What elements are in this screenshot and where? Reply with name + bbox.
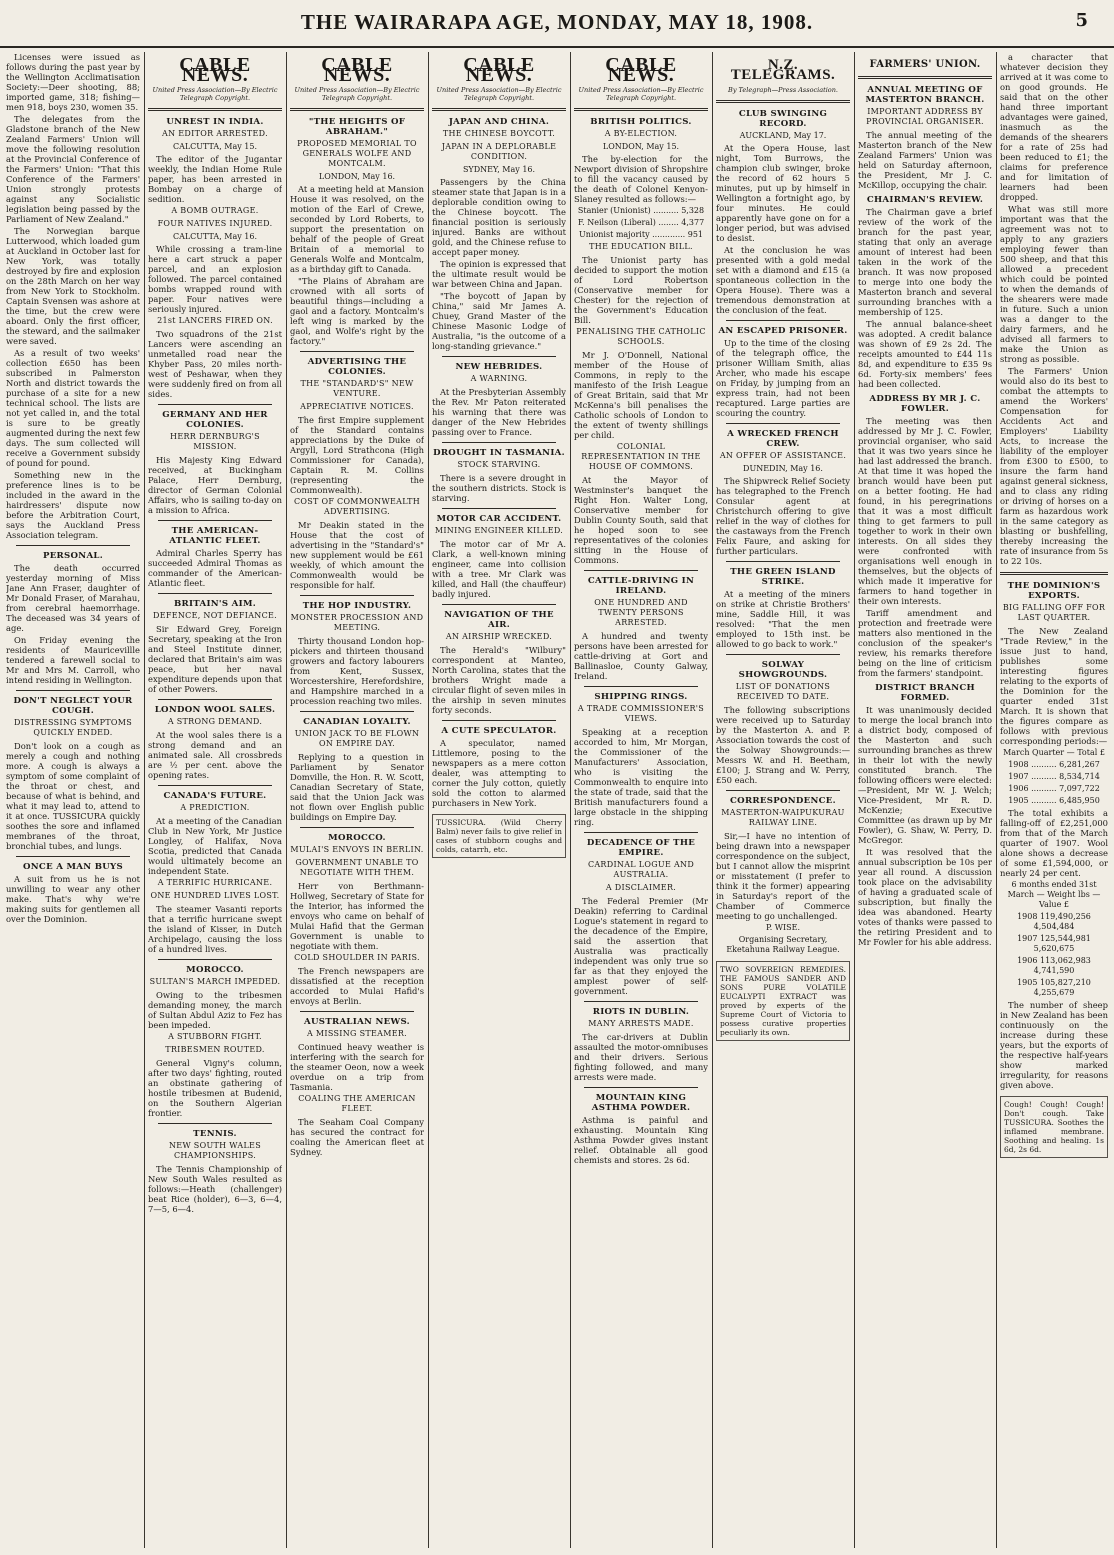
paragraph: The opinion is expressed that the ultimate result would be war between China and Japan. <box>432 259 566 289</box>
subheading: A BY-ELECTION. <box>604 129 678 138</box>
paragraph: Tariff amendment and protection and freetrade were matters also mentioned in the conclusion of the speaker's review, his remarks therefore being on the line of criticism from the farmers' standpoint. <box>858 608 992 678</box>
paragraph: The car-drivers at Dublin assaulted the motor-omnibuses and their drivers. Serious fighting followed, and many arrests were made. <box>574 1032 708 1082</box>
column-rule <box>570 52 571 1548</box>
advertisement: Cough! Cough! Cough! Don't cough. Take TUSSICURA. Soothes the inflamed membrane. Soothing and healing. 1s 6d, 2s 6d. <box>1000 1096 1108 1158</box>
headline: MOUNTAIN KING ASTHMA POWDER. <box>591 1093 691 1113</box>
dateline: DUNEDIN, May 16. <box>743 464 823 473</box>
paragraph: The Seaham Coal Company has secured the contract for coaling the American fleet at Sydney. <box>290 1117 424 1157</box>
divider <box>158 1123 272 1124</box>
subheading: MANY ARRESTS MADE. <box>588 1019 694 1028</box>
column-caption: N.Z. TELEGRAMS. <box>730 57 836 83</box>
divider <box>584 686 698 687</box>
press-credit: United Press Association—By Electric Telegraph Copyright. <box>436 86 562 102</box>
paragraph: Continued heavy weather is interfering with the search for the steamer Oeon, now a week overdue on a trip from Tasmania. <box>290 1042 424 1092</box>
divider <box>158 593 272 594</box>
paragraph: The French newspapers are dissatisfied at the reception accorded to Mulai Hafid's envoys at Berlin. <box>290 966 424 1006</box>
paragraph: His Majesty King Edward received, at Buckingham Palace, Herr Dernburg, director of German Colonial Affairs, who is sailing to-day on a mission to Africa. <box>148 455 282 515</box>
paragraph: As a result of two weeks' collection £650 has been subscribed in Palmerston North and district towards the purchase of a site for a new technical school. The lists are not yet called in, and the total is sure to be greatly augmented during the next few days. The sum collected will receive a Government subsidy of pound for pound. <box>6 348 140 468</box>
headline: SOLWAY SHOWGROUNDS. <box>738 660 828 680</box>
divider <box>584 570 698 571</box>
subheading: STOCK STARVING. <box>457 460 541 469</box>
paragraph: The Chairman gave a brief review of the work of the branch for the past year, stating that only an average amount of interest had been taken in the work of the branch. It was now proposed to merge into one body the Masterton branch and several surrounding branches with a membership of 125. <box>858 207 992 317</box>
divider <box>300 351 414 352</box>
subheading: MONSTER PROCESSION AND MEETING. <box>290 613 424 632</box>
subheading: IMPORTANT ADDRESS BY PROVINCIAL ORGANISER. <box>866 107 984 126</box>
subheading: A WARNING. <box>470 374 528 383</box>
paragraph: The Norwegian barque Lutterwood, which loaded gum at Auckland in October last for New York, was totally destroyed by fire and explosion on the 28th March on her way from New York to Stockholm. Captain Svensen was ashore at the time, but the crew were aboard. Only the first officer, the steward, and the sailmaker were saved. <box>6 226 140 346</box>
headline: CANADIAN LOYALTY. <box>303 717 411 727</box>
column-caption: CABLE NEWS. <box>179 54 251 86</box>
headline: CATTLE-DRIVING IN IRELAND. <box>587 576 695 596</box>
paragraph: The Farmers' Union would also do its best to combat the attempts to amend the Workers' Compensation for Accidents Act and Employers' Liability Acts, to increase the liability of the employer from £300 to £500, to insure the farm hand against general sickness, and to class any riding or driving of horses on a farm as hazardous work in the same category as blasting or bushfelling, thereby increasing the rate of insurance from 5s to 22 10s. <box>1000 366 1108 566</box>
paragraph: The by-election for the Newport division of Shropshire to fill the vacancy caused by the death of Colonel Kenyon-Slaney resulted as follows:— <box>574 154 708 204</box>
dateline: CALCUTTA, May 15. <box>172 142 258 151</box>
paragraph: The meeting was then addressed by Mr J. C. Fowler, provincial organiser, who said that it was two years since he had last addressed the branch. At that time it was hoped the branch would have been put on a better footing. He had found, in his peregrinations that it was a most difficult thing to get farmers to pull together to work in their own interests. On all sides they were confronted with organisations well enough in themselves, but the objects of which made it imperative for farmers to hand together in their own interests. <box>858 416 992 606</box>
headline: ADVERTISING THE COLONIES. <box>307 357 407 377</box>
column-caption: CABLE NEWS. <box>463 54 535 86</box>
subheading: A STUBBORN FIGHT. <box>168 1032 262 1041</box>
table-row: 1906 .......... 7,097,722 <box>1008 784 1100 793</box>
column-caption: FARMERS' UNION. <box>869 59 981 70</box>
divider <box>16 856 130 857</box>
paragraph: At the conclusion he was presented with a gold medal set with a diamond and £15 (a spontaneous collection in the Opera House). There was a tremendous demonstration at the conclusion of the feat. <box>716 245 850 315</box>
subheading: A MISSING STEAMER. <box>306 1029 408 1038</box>
dateline: LONDON, May 16. <box>318 172 396 181</box>
table-row: 1907 .......... 8,534,714 <box>1008 772 1100 781</box>
paragraph: The Federal Premier (Mr Deakin) referring to Cardinal Logue's statement in regard to the decadence of the Empire, said the assertion that Australia was practically independent was only true so far as that they enjoyed the amplest power of self-government. <box>574 896 708 996</box>
divider <box>726 561 840 562</box>
divider <box>300 827 414 828</box>
paragraph: Owing to the tribesmen demanding money, the march of Sultan Abdul Aziz to Fez has been impeded. <box>148 990 282 1030</box>
divider <box>442 442 556 443</box>
headline: CLUB SWINGING RECORD. <box>738 109 828 129</box>
paragraph: At the Opera House, last night, Tom Burrows, the champion club swinger, broke the record of 62 hours 5 minutes, put up by himself in Wellington a fortnight ago, by four minutes. He could apparently have gone on for a longer period, but was advised to desist. <box>716 143 850 243</box>
subheading: ONE HUNDRED LIVES LOST. <box>150 891 280 900</box>
paragraph: Admiral Charles Sperry has succeeded Admiral Thomas as commander of the American-Atlantic fleet. <box>148 548 282 588</box>
subheading: MINING ENGINEER KILLED. <box>434 526 564 535</box>
divider <box>726 654 840 655</box>
paragraph: General Vigny's column, after two days' fighting, routed an obstinate gathering of hostile tribesmen at Budenid, on the Southern Algerian frontier. <box>148 1058 282 1118</box>
paragraph: Passengers by the China steamer state that Japan is in a deplorable condition owing to the Chinese boycott. The financial position is seriously injured. Banks are without gold, and the Chinese refuse to accept paper money. <box>432 177 566 257</box>
subheading: UNION JACK TO BE FLOWN ON EMPIRE DAY. <box>294 729 420 748</box>
paragraph: The delegates from the Gladstone branch of the New Zealand Farmers' Union will move the following resolution at the Provincial Conference of the Farmers' Union: "That this Conference of the Farmers' Union strongly protests against any Socialistic legislation being passed by the Parliament of New Zealand." <box>6 114 140 224</box>
subheading: AN AIRSHIP WRECKED. <box>445 632 553 641</box>
divider <box>300 711 414 712</box>
paragraph: It was unanimously decided to merge the local branch into a district body, composed of the Masterton and such surrounding branches as threw in their lot with the newly constituted branch. The following officers were elected:—President, Mr W. J. Welch; Vice-President, Mr R. D. McKenzie; Executive Committee (as drawn up by Mr Fowler), G. Shaw, W. Perry, D. McGregor. <box>858 705 992 845</box>
paragraph: The total exhibits a falling-off of £2,251,000 from that of the March quarter of 1907. Wool alone shows a decrease of some £1,594,000, or nearly 24 per cent. <box>1000 808 1108 878</box>
divider <box>584 1001 698 1002</box>
paragraph: The death occurred yesterday morning of Miss Jane Ann Fraser, daughter of Mr Donald Fraser, of Marahau, from cerebral haemorrhage. The deceased was 34 years of age. <box>6 563 140 633</box>
headline: "THE HEIGHTS OF ABRAHAM." <box>308 117 406 137</box>
subheading: THE CHINESE BOYCOTT. <box>442 129 556 138</box>
headline: ANNUAL MEETING OF MASTERTON BRANCH. <box>865 85 985 105</box>
subheading: A DISCLAIMER. <box>605 883 677 892</box>
paragraph: On Friday evening the residents of Mauricevillle tendered a farewell social to Mr and Mrs M. Carroll, who intend residing in Wellington. <box>6 635 140 685</box>
table-header: 6 months ended 31st March — Weight lbs — Value £ <box>1007 880 1101 909</box>
column-5 <box>574 52 708 1548</box>
advertisement: TUSSICURA. (Wild Cherry Balm) never fails to give relief in cases of stubborn coughs and colds, catarrh, etc. <box>432 814 566 858</box>
advertisement: TWO SOVEREIGN REMEDIES. THE FAMOUS SANDER AND SONS PURE VOLATILE EUCALYPTI EXTRACT was proved by experts of the Supreme Court of Victoria to possess curative properties peculiarly its own. <box>716 961 850 1041</box>
divider <box>290 108 424 111</box>
column-rule <box>286 52 287 1548</box>
subheading: BIG FALLING OFF FOR LAST QUARTER. <box>1002 603 1106 622</box>
paragraph: Thirty thousand London hop-pickers and thirteen thousand growers and factory labourers from Kent, Sussex, Worcestershire, Herefordshire, and Hampshire marched in a procession reaching two miles. <box>290 636 424 706</box>
divider <box>442 604 556 605</box>
paragraph: At a meeting of the Canadian Club in New York, Mr Justice Longley, of Halifax, Nova Scotia, predicted that Canada would ultimately become an independent State. <box>148 816 282 876</box>
divider <box>442 508 556 509</box>
press-credit: United Press Association—By Electric Telegraph Copyright. <box>152 86 278 102</box>
subheading: COALING THE AMERICAN FLEET. <box>298 1094 416 1113</box>
paragraph: The Unionist party has decided to support the motion of Lord Robertson (Conservative member for Chester) for the rejection of the Government's Education Bill. <box>574 255 708 325</box>
masthead <box>0 0 1114 48</box>
newspaper-title: THE WAIRARAPA AGE, MONDAY, MAY 18, 1908. <box>300 10 814 34</box>
divider <box>726 320 840 321</box>
subheading: COLONIAL REPRESENTATION IN THE HOUSE OF COMMONS. <box>581 442 701 471</box>
column-6 <box>716 52 850 1548</box>
paragraph: Asthma is painful and exhausting. Mountain King Asthma Powder gives instant relief. Obtainable all good chemists and stores. 2s 6d. <box>574 1115 708 1165</box>
signature: P. WISE. <box>765 923 801 932</box>
divider <box>442 720 556 721</box>
subheading: COST OF COMMONWEALTH ADVERTISING. <box>293 497 421 516</box>
subheading: DISTRESSING SYMPTOMS QUICKLY ENDED. <box>13 718 133 737</box>
subheading: HERR DERNBURG'S MISSION. <box>170 432 260 451</box>
divider <box>158 785 272 786</box>
headline: A CUTE SPECULATOR. <box>441 726 557 736</box>
divider <box>148 108 282 111</box>
subheading: THE "STANDARD'S" NEW VENTURE. <box>300 379 414 398</box>
paragraph: Don't look on a cough as merely a cough and nothing more. A cough is always a symptom of some complaint of the throat or chest, and because of what is behind, and what it may lead to, attend to it at once. TUSSICURA quickly soothes the sore and inflamed membranes of the throat, bronchial tubes, and lungs. <box>6 741 140 851</box>
paragraph: Two squadrons of the 21st Lancers were ascending an unmetalled road near the Khyber Pass, 20 miles north-west of Peshawar, when they were suddenly fired on from all sides. <box>148 329 282 399</box>
table-row: 1907 125,544,981 5,620,675 <box>1017 934 1091 953</box>
dateline: SYDNEY, May 16. <box>462 165 536 174</box>
headline: DECADENCE OF THE EMPIRE. <box>586 838 696 858</box>
headline: CANADA'S FUTURE. <box>163 791 267 801</box>
paragraph: The motor car of Mr A. Clark, a well-known mining engineer, came into collision with a tree. Mr Clark was killed, and Hall (the chauffeur) badly injured. <box>432 539 566 599</box>
paragraph: Mr Deakin stated in the House that the cost of advertising in the "Standard's" new supplement would be £61 weekly, of which amount the Commonwealth would be responsible for half. <box>290 520 424 590</box>
divider <box>158 699 272 700</box>
column-rule <box>996 52 997 1548</box>
column-3 <box>290 52 424 1548</box>
paragraph: A suit from us he is not unwilling to wear any other make. That's why we're making suits for gentlemen all over the Dominion. <box>6 874 140 924</box>
headline: LONDON WOOL SALES. <box>154 705 276 715</box>
column-7 <box>858 52 992 1548</box>
divider <box>300 595 414 596</box>
headline: THE HOP INDUSTRY. <box>302 601 412 611</box>
paragraph: At a meeting held at Mansion House it was resolved, on the motion of the Earl of Crewe, seconded by Lord Roberts, to support the presentation on behalf of the people of Great Britain of a memorial to Generals Wolfe and Montcalm, as a birthday gift to Canada. <box>290 184 424 274</box>
column-rule <box>428 52 429 1548</box>
headline: BRITAIN'S AIM. <box>173 599 257 609</box>
section-heading: ONCE A MAN BUYS <box>22 862 123 872</box>
headline: A WRECKED FRENCH CREW. <box>727 429 839 449</box>
paragraph: There is a severe drought in the southern districts. Stock is starving. <box>432 473 566 503</box>
paragraph: The number of sheep in New Zealand has been continuously on the increase during these years, but the exports of the respective half-years show marked irregularity, for reasons given above. <box>1000 1000 1108 1090</box>
divider <box>584 1087 698 1088</box>
table-row: 1905 105,827,210 4,255,679 <box>1017 978 1091 997</box>
subheading: A TERRIFIC HURRICANE. <box>157 878 273 887</box>
divider <box>158 959 272 960</box>
headline: DROUGHT IN TASMANIA. <box>433 448 565 458</box>
table-header: March Quarter — Total £ <box>1003 748 1105 757</box>
divider <box>16 690 130 691</box>
column-8 <box>1000 52 1108 1548</box>
divider <box>432 108 566 111</box>
table-row: 1906 113,062,983 4,741,590 <box>1017 956 1091 975</box>
paragraph: Replying to a question in Parliament by Senator Domville, the Hon. R. W. Scott, Canadian Secretary of State, said that the Union Jack was not flown over English public buildings on Empire Day. <box>290 752 424 822</box>
paragraph: The annual meeting of the Masterton branch of the New Zealand Farmers' Union was held on Saturday afternoon, the President, Mr J. C. McKillop, occupying the chair. <box>858 130 992 190</box>
paragraph: Licenses were issued as follows during the past year by the Wellington Acclimatisation Society:—Deer shooting, 88; imported game, 318; fishing—men 918, boys 230, women 35. <box>6 52 140 112</box>
press-credit: United Press Association—By Electric Telegraph Copyright. <box>294 86 420 102</box>
column-rule <box>144 52 145 1548</box>
subheading: NEW SOUTH WALES CHAMPIONSHIPS. <box>169 1141 261 1160</box>
column-2 <box>148 52 282 1548</box>
paragraph: Up to the time of the closing of the telegraph office, the prisoner William Smith, alias Archer, who made his escape on Friday, by jumping from an express train, had not been recaptured. Large parties are scouring the country. <box>716 338 850 418</box>
paragraph: While crossing a tram-line here a cart struck a paper parcel, and an explosion followed. The parcel contained bombs wrapped round with paper. Four natives were seriously injured. <box>148 244 282 314</box>
dateline: CALCUTTA, May 16. <box>172 232 258 241</box>
subheading: AN EDITOR ARRESTED. <box>162 129 268 138</box>
headline: THE AMERICAN-ATLANTIC FLEET. <box>169 526 261 546</box>
subheading: A TRADE COMMISSIONER'S VIEWS. <box>577 704 705 723</box>
headline: RIOTS IN DUBLIN. <box>592 1007 690 1017</box>
subheading: 21st LANCERS FIRED ON. <box>157 316 273 325</box>
paragraph: Something new in the preference lines is to be included in the award in the hairdressers' dispute now before the Arbitration Court, says the Auckland Press Association telegram. <box>6 470 140 540</box>
subheading: AN OFFER OF ASSISTANCE. <box>719 451 847 460</box>
paragraph: At the Presbyterian Assembly the Rev. Mr Paton reiterated his warning that there was danger of the New Hebrides passing over to France. <box>432 387 566 437</box>
paragraph: The first Empire supplement of the Standard contains appreciations by the Duke of Argyll, Lord Strathcona (High Commissioner for Canada), Captain R. M. Collins (representing the Commonwealth). <box>290 415 424 495</box>
poll-result: Unionist majority ............. 951 <box>578 230 704 239</box>
divider <box>300 1011 414 1012</box>
headline: SHIPPING RINGS. <box>594 692 688 702</box>
headline: NAVIGATION OF THE AIR. <box>444 610 554 630</box>
divider <box>584 832 698 833</box>
subheading: GOVERNMENT UNABLE TO NEGOTIATE WITH THEM. <box>295 858 419 877</box>
paragraph: The Tennis Championship of New South Wales resulted as follows:—Heath (challenger) beat Rice (holder), 6—3, 6—4, 7—5, 6—4. <box>148 1164 282 1214</box>
headline: CHAIRMAN'S REVIEW. <box>866 195 984 205</box>
headline: AUSTRALIAN NEWS. <box>304 1017 410 1027</box>
headline: ADDRESS BY MR J. C. FOWLER. <box>869 394 981 414</box>
paragraph: a character that whatever decision they arrived at it was come to on good grounds. He said that on the other hand three important advantages were gained, inasmuch as the demands of the shearers for a rate of 25s had been reduced to £1; the claims for preference and for limitation of learners had been dropped. <box>1000 52 1108 202</box>
divider <box>442 356 556 357</box>
section-heading: DON'T NEGLECT YOUR COUGH. <box>13 696 133 716</box>
table-row: 1905 .......... 6,485,950 <box>1008 796 1100 805</box>
subheading: THE EDUCATION BILL. <box>589 242 693 251</box>
paragraph: At a meeting of the miners on strike at Christie Brothers' mine, Saddle Hill, it was resolved: "That the men employed to 15th inst. be allowed to go back to work." <box>716 589 850 649</box>
divider <box>158 404 272 405</box>
paragraph: Mr J. O'Donnell, National member of the House of Commons, in reply to the manifesto of the Irish League of Great Britain, said that Mr McKenna's bill penalises the Catholic schools of London to the extent of twenty shillings per child. <box>574 350 708 440</box>
paragraph: "The Plains of Abraham are crowned with all sorts of beautiful things—including a gaol and a factory. Montcalm's left wing is marked by the gaol, and Wolfe's right by the factory." <box>290 276 424 346</box>
column-caption: CABLE NEWS. <box>605 54 677 86</box>
paragraph: It was resolved that the annual subscription be 10s per year all round. A discussion took place on the advisability of having a graduated scale of subscription, but finally the idea was abandoned. Hearty votes of thanks were passed to the retiring President and to Mr Fowler for his able address. <box>858 847 992 947</box>
subheading: MASTERTON-WAIPUKURAU RAILWAY LINE. <box>721 808 845 827</box>
subheading: PROPOSED MEMORIAL TO GENERALS WOLFE AND MONTCALM. <box>297 139 417 168</box>
paragraph: At the Mayor of Westminster's banquet the Right Hon. Walter Long, Conservative member for Dublin County South, said that he hoped soon to see representatives of the colonies sitting in the House of Commons. <box>574 475 708 565</box>
headline: NEW HEBRIDES. <box>455 362 543 372</box>
table-row: 1908 .......... 6,281,267 <box>1008 760 1100 769</box>
subheading: A BOMB OUTRAGE. <box>171 206 259 215</box>
subheading: LIST OF DONATIONS RECEIVED TO DATE. <box>735 682 831 701</box>
poll-result: F. Neilson (Liberal) ........ 4,377 <box>577 218 705 227</box>
subheading: COLD SHOULDER IN PARIS. <box>294 953 420 962</box>
headline: MOROCCO. <box>328 833 386 843</box>
paragraph: A hundred and twenty persons have been arrested for cattle-driving at Gort and Ballinasloe, County Galway, Ireland. <box>574 631 708 681</box>
press-credit: By Telegraph—Press Association. <box>728 86 838 94</box>
subheading: PENALISING THE CATHOLIC SCHOOLS. <box>576 327 706 346</box>
paragraph: Sir,—I have no intention of being drawn into a newspaper correspondence on the subject, but I cannot allow the misprint or misstatement (I prefer to think it the former) appearing in Saturday's report of the Chamber of Commerce meeting to go unchallenged. <box>716 831 850 921</box>
subheading: APPRECIATIVE NOTICES. <box>300 402 414 411</box>
column-1 <box>6 52 140 1548</box>
divider <box>16 545 130 546</box>
headline: THE DOMINION'S EXPORTS. <box>1007 581 1101 601</box>
divider <box>858 76 992 79</box>
news-columns <box>6 52 1110 1550</box>
divider <box>716 100 850 103</box>
divider <box>1000 572 1108 575</box>
headline: UNREST IN INDIA. <box>166 117 264 127</box>
headline: THE GREEN ISLAND STRIKE. <box>730 567 836 587</box>
headline: MOROCCO. <box>186 965 244 975</box>
subheading: CARDINAL LOGUE AND AUSTRALIA. <box>587 860 695 879</box>
paragraph: "The boycott of Japan by China," said Mr James A. Chuey, Grand Master of the Chinese Masonic Lodge of Australia, "is the outcome of a long-standing grievance." <box>432 291 566 351</box>
subheading: MULAI'S ENVOYS IN BERLIN. <box>290 845 424 854</box>
headline: CORRESPONDENCE. <box>730 796 836 806</box>
subheading: A STRONG DEMAND. <box>167 717 263 726</box>
poll-result: Stanier (Unionist) .......... 5,328 <box>577 206 705 215</box>
table-row: 1908 119,490,256 4,504,484 <box>1017 912 1091 931</box>
headline: JAPAN AND CHINA. <box>448 117 550 127</box>
column-rule <box>854 52 855 1548</box>
headline: DISTRICT BRANCH FORMED. <box>875 683 975 703</box>
subheading: JAPAN IN A DEPLORABLE CONDITION. <box>441 142 557 161</box>
paragraph: The Herald's "Wilbury" correspondent at Manteo, North Carolina, states that the brothers Wright made a circular flight of seven miles in the airship in seven minutes forty seconds. <box>432 645 566 715</box>
page-number: 5 <box>1075 10 1088 31</box>
subheading: ONE HUNDRED AND TWENTY PERSONS ARRESTED. <box>594 598 688 627</box>
paragraph: What was still more important was that the agreement was not to apply to any graziers employing fewer than 500 sheep, and that this allowed a precedent which could be pointed to when the demands of the shearers were made in future. Such a union was a danger to the dairy farmers, and he advised all farmers to make the Union as strong as possible. <box>1000 204 1108 364</box>
headline: TENNIS. <box>193 1129 237 1139</box>
paragraph: The annual balance-sheet was adopted. A credit balance was shown of £9 2s 2d. The receipts amounted to £44 11s 8d, and expenditure to £35 9s 6d. Forty-six members' fees had been collected. <box>858 319 992 389</box>
paragraph: The Shipwreck Relief Society has telegraphed to the French Consular agent at Christchurch offering to give relief in the way of clothes for the castaways from the French Felix Faure, and asking for further particulars. <box>716 476 850 556</box>
paragraph: The steamer Vasanti reports that a terrific hurricane swept the island of Kisser, in Dutch Archipelago, causing the loss of a hundred lives. <box>148 904 282 954</box>
paragraph: Herr von Berthmann-Hollweg, Secretary of State for the Interior, has informed the envoys who came on behalf of Mulai Hafid that the German Government is unable to negotiate with them. <box>290 881 424 951</box>
column-rule <box>712 52 713 1548</box>
subheading: A PREDICTION. <box>180 803 250 812</box>
subheading: SULTAN'S MARCH IMPEDED. <box>149 977 281 986</box>
paragraph: The New Zealand "Trade Review," in the issue just to hand, publishes some interesting figures relating to the exports of the Dominion for the quarter ended 31st March. It is shown that the figures compare as follows with previous corresponding periods:— <box>1000 626 1108 746</box>
paragraph: Speaking at a reception accorded to him, Mr Morgan, the Commissioner of the Manufacturers' Association, who is visiting the Commonwealth to enquire into the state of trade, said that the British manufacturers found a large obstacle in the shipping ring. <box>574 727 708 827</box>
paragraph: The following subscriptions were received up to Saturday by the Masterton A. and P. Association towards the cost of the Solway Showgrounds:—Messrs W. and H. Beetham, £100; J. Strang and W. Perry, £50 each. <box>716 705 850 785</box>
subheading: TRIBESMEN ROUTED. <box>165 1045 265 1054</box>
headline: BRITISH POLITICS. <box>590 117 692 127</box>
subheading: DEFENCE, NOT DEFIANCE. <box>153 611 277 620</box>
dateline: AUCKLAND, May 17. <box>739 131 827 140</box>
divider <box>726 790 840 791</box>
paragraph: The editor of the Jugantar weekly, the Indian Home Rule paper, has been arrested in Bombay on a charge of sedition. <box>148 154 282 204</box>
divider <box>726 423 840 424</box>
column-caption: CABLE NEWS. <box>321 54 393 86</box>
headline: MOTOR CAR ACCIDENT. <box>436 514 562 524</box>
signature-title: Organising Secretary, Eketahuna Railway League. <box>726 935 840 954</box>
headline: GERMANY AND HER COLONIES. <box>162 410 268 430</box>
column-4 <box>432 52 566 1548</box>
subheading: FOUR NATIVES INJURED. <box>157 219 273 228</box>
paragraph: At the wool sales there is a strong demand and an animated sale. All crossbreds are ½ per cent. above the opening rates. <box>148 730 282 780</box>
dateline: LONDON, May 15. <box>602 142 680 151</box>
paragraph: A speculator, named Littlemore, posing to the newspapers as a mere cotton dealer, was attempting to corner the July cotton, quietly sold the cotton to alarmed purchasers in New York. <box>432 738 566 808</box>
divider <box>574 108 708 111</box>
divider <box>158 520 272 521</box>
headline: AN ESCAPED PRISONER. <box>718 326 848 336</box>
section-heading: PERSONAL. <box>42 551 104 561</box>
press-credit: United Press Association—By Electric Telegraph Copyright. <box>578 86 704 102</box>
paragraph: Sir Edward Grey, Foreign Secretary, speaking at the Iron and Steel Institute dinner, declared that Britain's aim was peace, but her naval expenditure depends upon that of other Powers. <box>148 624 282 694</box>
